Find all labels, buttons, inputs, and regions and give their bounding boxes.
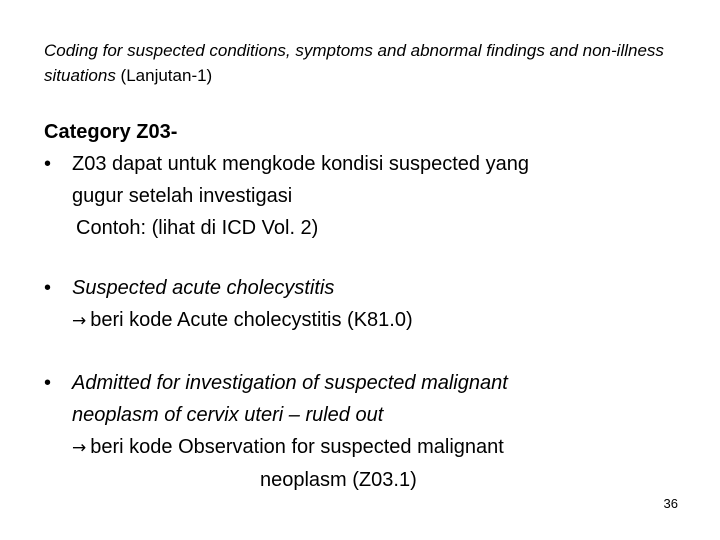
- code-text-line1: beri kode Observation for suspected malignant: [90, 436, 504, 458]
- slide-title-suffix: (Lanjutan-1): [115, 66, 213, 85]
- case-text: Suspected acute cholecystitis: [72, 277, 335, 299]
- bullet-text-line2: gugur setelah investigasi: [72, 185, 293, 207]
- bullet-item-z03: [44, 148, 694, 180]
- case-text-line2: neoplasm of cervix uteri – ruled out: [72, 404, 384, 426]
- code-text: beri kode Acute cholecystitis (K81.0): [90, 309, 413, 331]
- example-reference: Contoh: (lihat di ICD Vol. 2): [76, 217, 319, 239]
- bullet-item-cholecystitis: [44, 272, 694, 304]
- code-text-line2: neoplasm (Z03.1): [260, 469, 417, 491]
- bullet-icon: •: [44, 277, 52, 299]
- slide-title-italic: Coding for suspected conditions, symptoms and abnormal findings and non-illness situations: [44, 41, 664, 85]
- arrow-right-icon: →: [72, 438, 87, 458]
- bullet-item-neoplasm: [44, 367, 694, 399]
- bullet-icon: •: [44, 372, 52, 394]
- case-text-line1: Admitted for investigation of suspected malignant: [72, 372, 508, 394]
- code-line: [44, 304, 694, 337]
- bullet-text-line1: Z03 dapat untuk mengkode kondisi suspected yang: [72, 153, 529, 175]
- cholecystitis-example: [44, 272, 694, 337]
- category-z03-section: [44, 116, 694, 244]
- neoplasm-example: [44, 367, 694, 496]
- bullet-icon: •: [44, 153, 52, 175]
- arrow-right-icon: →: [72, 311, 87, 331]
- category-heading: Category Z03-: [44, 121, 178, 143]
- slide-title: [44, 38, 704, 88]
- code-line: [44, 431, 694, 464]
- page-number: 36: [663, 496, 678, 511]
